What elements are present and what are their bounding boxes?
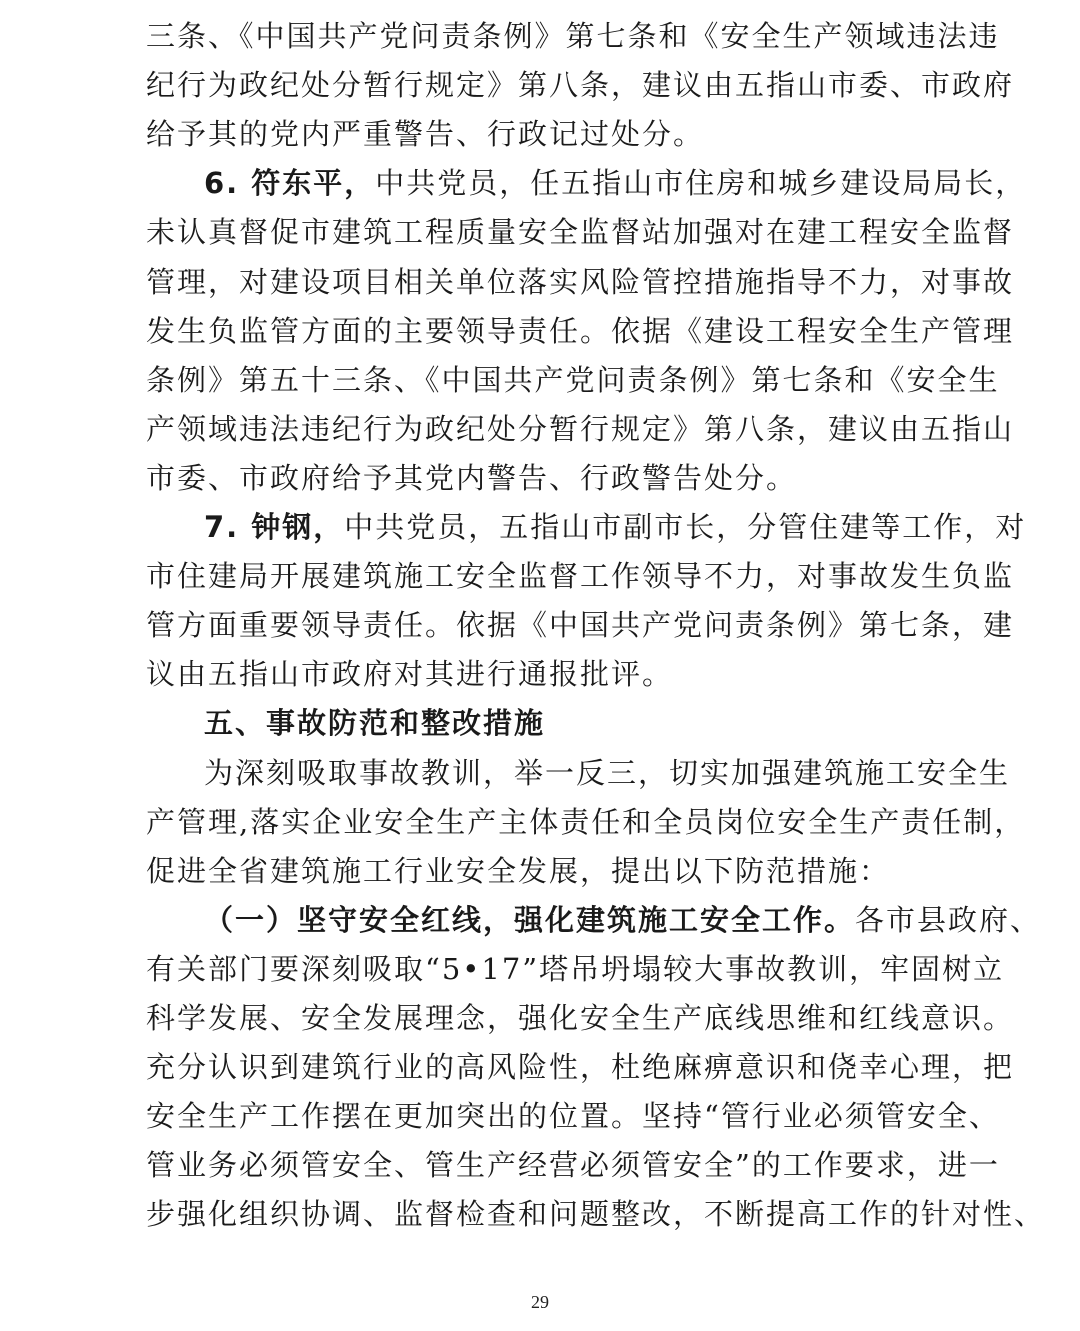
text-line [146,360,1000,400]
text-line [146,1047,1015,1087]
line-text: 产管理,落实企业安全生产主体责任和全员岗位安全生产责任制， [146,804,1026,839]
text-line [204,507,1027,547]
text-line [146,654,966,694]
text-line [146,1194,1046,1234]
line-text: 管业务必须管安全、管生产经营必须管安全”的工作要求，进一 [146,1148,1000,1183]
line-text: 有关部门要深刻吸取“5•17”塔吊坍塌较大事故教训，牢固树立 [146,951,1005,986]
line-text: 给予其的党内严重警告、行政记过处分。 [146,117,705,152]
text-line [146,998,1015,1038]
line-text: 步强化组织协调、监督检查和问题整改，不断提高工作的针对性、 [146,1197,1046,1232]
line-text: 充分认识到建筑行业的高风险性，杜绝麻痹意识和侥幸心理，把 [146,1050,1015,1085]
line-text: 促进全省建筑施工行业安全发展，提出以下防范措施： [146,853,891,888]
line-text: 三条、《中国共产党问责条例》第七条和《安全生产领域违法违 [146,19,1000,53]
line-text: 为深刻吸取事故教训，举一反三，切实加强建筑施工安全生 [204,755,1011,790]
line-text: 管方面重要领导责任。依据《中国共产党问责条例》第七条，建 [146,608,1015,643]
text-line [146,458,966,498]
line-text: 各市县政府、 [855,902,1042,937]
line-text: 市委、市政府给予其党内警告、行政警告处分。 [146,460,798,495]
line-text: 中共党员，任五指山市住房和城乡建设局局长， [375,166,1027,201]
text-line [146,851,966,891]
line-text: 市住建局开展建筑施工安全监督工作领导不力，对事故发生负监 [146,559,1015,594]
line-text: 条例》第五十三条、《中国共产党问责条例》第七条和《安全生 [146,362,1000,397]
line-text: 科学发展、安全发展理念，强化安全生产底线思维和红线意识。 [146,1001,1015,1035]
text-line [204,163,1027,203]
text-line [146,802,1026,842]
text-line [204,753,1011,793]
text-line [146,212,1015,252]
text-line [146,605,1015,645]
section-heading: 五、事故防范和整改措施 [204,706,546,741]
text-line [204,703,966,743]
text-line [204,900,1042,940]
text-line [146,262,1015,302]
text-line [146,409,1015,449]
line-text: 未认真督促市建筑工程质量安全监督站加强对在建工程安全监督 [146,215,1015,250]
text-line [146,114,966,154]
text-line [146,16,1000,56]
text-line [146,1145,1000,1185]
text-line [146,311,1015,351]
line-text: 安全生产工作摆在更加突出的位置。坚持“管行业必须管安全、 [146,1099,1000,1134]
bold-lead-text: 6. 符东平， [204,166,376,201]
text-line [146,949,1005,989]
line-text: 发生负监管方面的主要领导责任。依据《建设工程安全生产管理 [146,313,1015,348]
line-text: 中共党员，五指山市副市长，分管住建等工作，对 [344,510,1027,544]
line-text: 管理，对建设项目相关单位落实风险管控措施指导不力，对事故 [146,264,1015,299]
page-number: 29 [531,1292,549,1312]
text-line [146,556,1015,596]
text-line [146,1096,1000,1136]
text-line [146,65,1015,105]
bold-lead-text: 7. 钟钢， [204,510,345,544]
bold-lead-text: （一）坚守安全红线，强化建筑施工安全工作。 [204,902,856,937]
line-text: 议由五指山市政府对其进行通报批评。 [146,657,674,692]
line-text: 纪行为政纪处分暂行规定》第八条，建议由五指山市委、市政府 [146,68,1015,103]
line-text: 产领域违法违纪行为政纪处分暂行规定》第八条，建议由五指山 [146,411,1015,446]
